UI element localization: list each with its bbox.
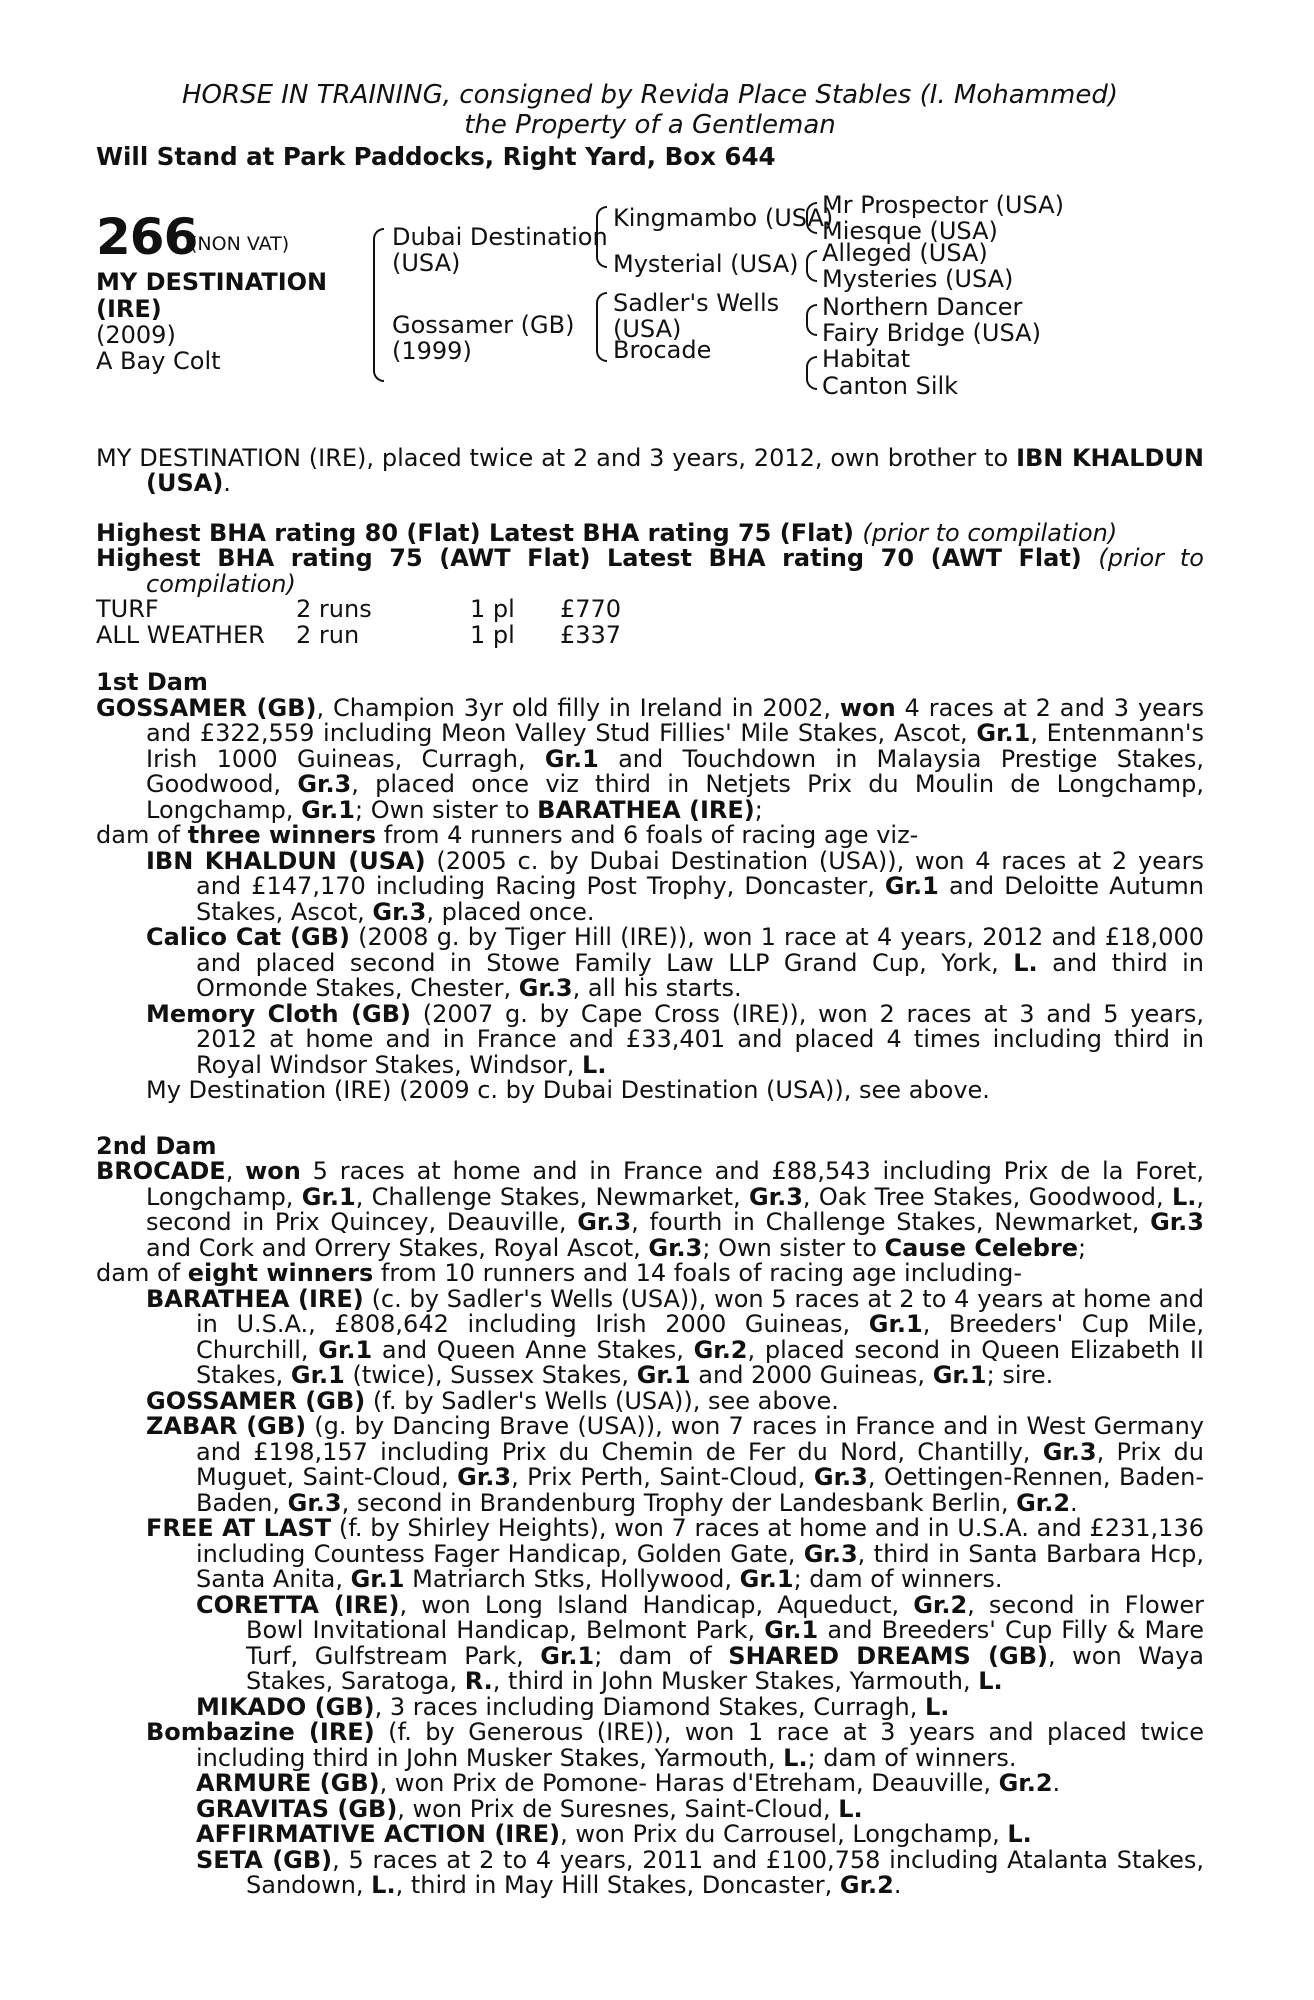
foaling-year: (2009) (96, 320, 176, 349)
progeny-entry: FREE AT LAST (f. by Shirley Heights), won 7 races at home and in U.S.A. and £231,136 including Countess Fager Handicap, Golden Gate, Gr.3, third in Santa Barbara Hcp, Santa Anita, Gr.1 Matriarch Stks, Hollywood, Gr.1; dam of winners. (146, 1514, 1204, 1593)
dd-parents: Habitat Canton Silk (822, 344, 959, 400)
brace (806, 304, 817, 336)
progeny-entry: GOSSAMER (GB) (f. by Sadler's Wells (USA)), see above. (146, 1386, 839, 1415)
dam-dam: Brocade (613, 335, 712, 364)
grand-progeny-entry: SETA (GB), 5 races at 2 to 4 years, 2011 and £100,758 including Atalanta Stakes, Sandown, L., third in May Hill Stakes, Doncaster, Gr.2. (196, 1845, 1204, 1899)
progeny-entry: Bombazine (IRE) (f. by Generous (IRE)), won 1 race at 3 years and placed twice including third in John Musker Stakes, Yarmouth, L.; dam of winners. (146, 1718, 1204, 1772)
brace (596, 206, 607, 268)
progeny-entry: Calico Cat (GB) (2008 g. by Tiger Hill (IRE)), won 1 race at 4 years, 2012 and £18,000 and placed second in Stowe Family Law LLP Grand Cup, York, L. and third in Ormonde Stakes, Chester, Gr.3, all his starts. (146, 923, 1205, 1002)
race-record (96, 597, 1204, 648)
brace (806, 250, 817, 282)
stand-location: Will Stand at Park Paddocks, Right Yard, Box 644 (96, 142, 776, 171)
pedigree-block (96, 192, 1204, 432)
property-line: the Property of a Gentleman (464, 110, 836, 140)
first-dam-produce: dam of three winners from 4 runners and 6 foals of racing age viz- (96, 821, 919, 849)
grand-progeny-entry: AFFIRMATIVE ACTION (IRE), won Prix du Carrousel, Longchamp, L. (196, 1820, 1032, 1848)
horse-summary: MY DESTINATION (IRE), placed twice at 2 and 3 years, 2012, own brother to IBN KHALDUN (USA). (96, 443, 1204, 497)
catalogue-page (96, 80, 1204, 1899)
first-dam-entry: GOSSAMER (GB), Champion 3yr old filly in Ireland in 2002, won 4 races at 2 and 3 years and £322,559 including Meon Valley Stud Fillies' Mile Stakes, Ascot, Gr.1, Entenmann's Irish 1000 Guineas, Curragh, Gr.1 and Touchdown in Malaysia Prestige Stakes, Goodwood, Gr.3, placed once viz third in Netjets Prix du Moulin de Longchamp, Longchamp, Gr.1; Own sister to BARATHEA (IRE); (96, 693, 1204, 824)
sire: Dubai Destination (USA) (392, 222, 608, 277)
ratings: Highest BHA rating 80 (Flat) Latest BHA rating 75 (Flat) (prior to compilation) Highest BHA rating 75 (AWT Flat) Latest BHA rating 70 (AWT Flat) (prior to compilation) (96, 518, 1204, 598)
grand-progeny-entry: ARMURE (GB), won Prix de Pomone- Haras d'Etreham, Deauville, Gr.2. (196, 1769, 1061, 1797)
progeny-entry: BARATHEA (IRE) (c. by Sadler's Wells (USA)), won 5 races at 2 to 4 years at home and in U.S.A., £808,642 including Irish 2000 Guineas, Gr.1, Breeders' Cup Mile, Churchill, Gr.1 and Queen Anne Stakes, Gr.2, placed second in Queen Elizabeth II Stakes, Gr.1 (twice), Sussex Stakes, Gr.1 and 2000 Guineas, Gr.1; sire. (146, 1284, 1205, 1389)
record-row: ALL WEATHER 2 run 1 pl £337 (96, 620, 622, 649)
sd-parents: Alleged (USA) Mysteries (USA) (822, 238, 1014, 293)
sire-sire: Kingmambo (USA) (613, 203, 834, 232)
sire-dam: Mysterial (USA) (613, 249, 799, 278)
horse-sex-colour: A Bay Colt (96, 346, 221, 375)
first-dam-heading: 1st Dam (96, 668, 208, 696)
progeny-entry: My Destination (IRE) (2009 c. by Dubai Destination (USA)), see above. (146, 1076, 990, 1104)
consignor-line: HORSE IN TRAINING, consigned by Revida Place Stables (I. Mohammed) (182, 80, 1118, 110)
record-row: TURF 2 runs 1 pl £770 (96, 595, 622, 623)
grand-progeny-entry: GRAVITAS (GB), won Prix de Suresnes, Saint-Cloud, L. (196, 1794, 863, 1823)
second-dam-produce: dam of eight winners from 10 runners and 14 foals of racing age including- (96, 1259, 1022, 1287)
grand-progeny-entry: CORETTA (IRE), won Long Island Handicap, Aqueduct, Gr.2, second in Flower Bowl Invitational Handicap, Belmont Park, Gr.1 and Breeders' Cup Filly & Mare Turf, Gulfstream Park, Gr.1; dam of SHARED DREAMS (GB), won Waya Stakes, Saratoga, R., third in John Musker Stakes, Yarmouth, L. (196, 1590, 1204, 1695)
brace (596, 292, 607, 362)
dam: Gossamer (GB) (1999) (392, 310, 575, 365)
second-dam-heading: 2nd Dam (96, 1131, 217, 1160)
lot-number: 266 (96, 207, 198, 266)
vat-status: (NON VAT) (190, 232, 290, 255)
brace (806, 202, 817, 234)
second-dam-entry: BROCADE, won 5 races at home and in France and £88,543 including Prix de la Foret, Longchamp, Gr.1, Challenge Stakes, Newmarket, Gr.3, Oak Tree Stakes, Goodwood, L., second in Prix Quincey, Deauville, Gr.3, fourth in Challenge Stakes, Newmarket, Gr.3 and Cork and Orrery Stakes, Royal Ascot, Gr.3; Own sister to Cause Celebre; (96, 1157, 1205, 1262)
progeny-entry: Memory Cloth (GB) (2007 g. by Cape Cross (IRE)), won 2 races at 3 and 5 years, 2012 at home and in France and £33,401 and placed 4 times including third in Royal Windsor Stakes, Windsor, L. (146, 999, 1204, 1079)
dam-sire: Sadler's Wells (USA) (613, 288, 780, 343)
grand-progeny-entry: MIKADO (GB), 3 races including Diamond Stakes, Curragh, L. (196, 1692, 950, 1721)
progeny-entry: IBN KHALDUN (USA) (2005 c. by Dubai Destination (USA)), won 4 races at 2 years and £147,170 including Racing Post Trophy, Doncaster, Gr.1 and Deloitte Autumn Stakes, Ascot, Gr.3, placed once. (146, 846, 1205, 926)
horse-name: MY DESTINATION (IRE) (96, 267, 328, 323)
progeny-entry: ZABAR (GB) (g. by Dancing Brave (USA)), won 7 races in France and in West Germany and £198,157 including Prix du Chemin de Fer du Nord, Chantilly, Gr.3, Prix du Muguet, Saint-Cloud, Gr.3, Prix Perth, Saint-Cloud, Gr.3, Oettingen-Rennen, Baden-Baden, Gr.3, second in Brandenburg Trophy der Landesbank Berlin, Gr.2. (146, 1412, 1205, 1517)
brace (373, 228, 384, 382)
brace (806, 356, 817, 390)
ds-parents: Northern Dancer Fairy Bridge (USA) (822, 292, 1041, 347)
ss-parents: Mr Prospector (USA) Miesque (USA) (822, 190, 1064, 245)
